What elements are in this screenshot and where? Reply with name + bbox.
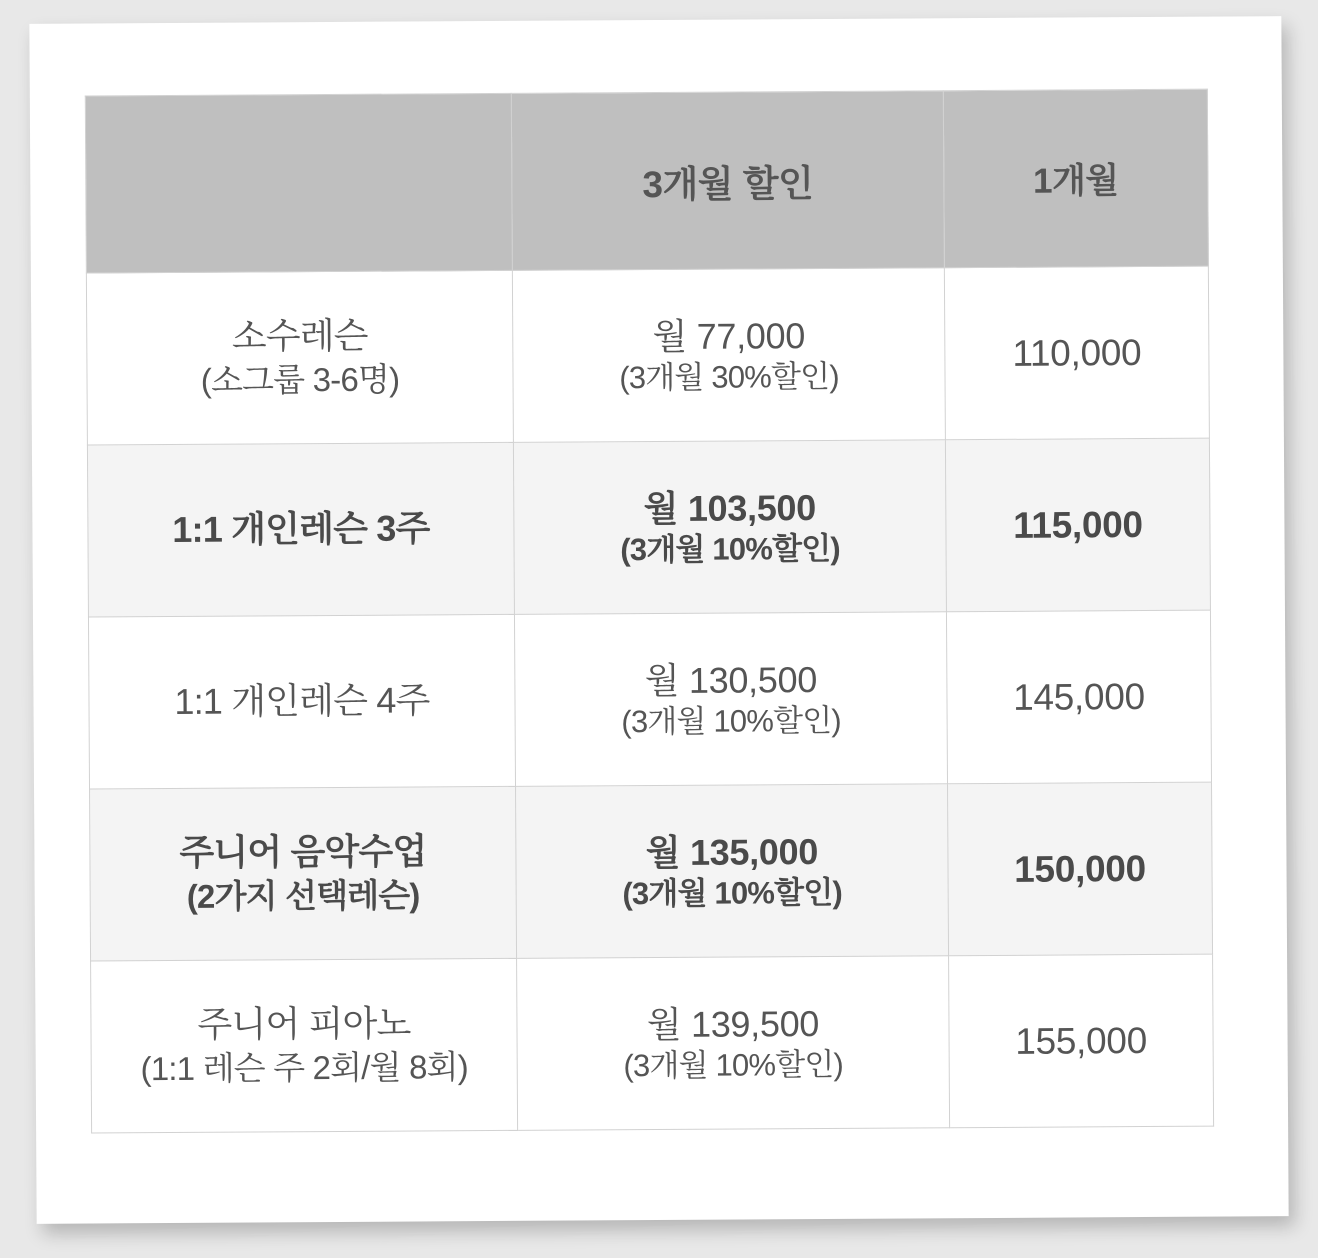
header-cell-1month: 1개월: [943, 89, 1208, 268]
table-header: [85, 89, 1208, 273]
header-row: [85, 89, 1208, 273]
row-label-cell: [91, 958, 518, 1133]
row-label: 1:1 개인레슨 4주: [174, 679, 430, 723]
row-label-cell: [90, 786, 517, 961]
table-row: [90, 782, 1213, 961]
price-3month-note: (3개월 30%할인): [619, 358, 839, 395]
row-label-sub: (1:1 레슨 주 2회/월 8회): [140, 1048, 468, 1088]
table-row: [87, 438, 1210, 617]
price-1month-cell: 150,000: [948, 782, 1213, 956]
row-label: 소수레슨: [231, 315, 368, 357]
table-row: [91, 954, 1214, 1133]
price-3month-cell: [514, 612, 947, 787]
price-3month-note: (3개월 10%할인): [621, 702, 841, 739]
table-body: [86, 266, 1213, 1133]
price-1month-cell: 145,000: [946, 610, 1211, 784]
row-label-cell: [86, 270, 513, 445]
price-3month-cell: [512, 268, 945, 443]
price-3month-value: 월 103,500: [643, 486, 817, 529]
price-3month-note: (3개월 10%할인): [620, 530, 840, 567]
price-3month-note: (3개월 10%할인): [623, 1046, 844, 1083]
row-label-sub: (소그룹 3-6명): [200, 361, 400, 400]
price-3month-value: 월 77,000: [652, 314, 806, 357]
row-label: 주니어 음악수업: [179, 830, 427, 874]
row-label-sub: [99, 551, 504, 553]
row-label: 1:1 개인레슨 3주: [172, 507, 430, 551]
price-3month-value: 월 139,500: [646, 1002, 820, 1045]
price-1month-cell: 110,000: [944, 266, 1209, 440]
header-cell-blank: [85, 93, 512, 273]
table-row: [86, 266, 1209, 445]
pricing-card: [29, 16, 1288, 1224]
price-1month-cell: 115,000: [945, 438, 1210, 612]
row-label-cell: [88, 614, 515, 789]
pricing-table-container: [85, 89, 1213, 1134]
table-row: [88, 610, 1211, 789]
price-3month-value: 월 130,500: [644, 658, 818, 701]
price-3month-cell: [516, 784, 949, 959]
row-label-cell: [87, 442, 514, 617]
row-label-sub: (2가지 선택레슨): [186, 876, 420, 916]
pricing-table: [85, 89, 1214, 1134]
price-3month-value: 월 135,000: [645, 830, 819, 873]
price-3month-cell: [517, 956, 950, 1131]
price-3month-cell: [513, 440, 946, 615]
price-3month-note: (3개월 10%할인): [622, 874, 843, 911]
header-cell-discount-3months: 3개월 할인: [511, 91, 944, 271]
row-label: 주니어 피아노: [197, 1002, 411, 1046]
row-label-sub: [100, 723, 505, 725]
price-1month-cell: 155,000: [949, 954, 1214, 1128]
